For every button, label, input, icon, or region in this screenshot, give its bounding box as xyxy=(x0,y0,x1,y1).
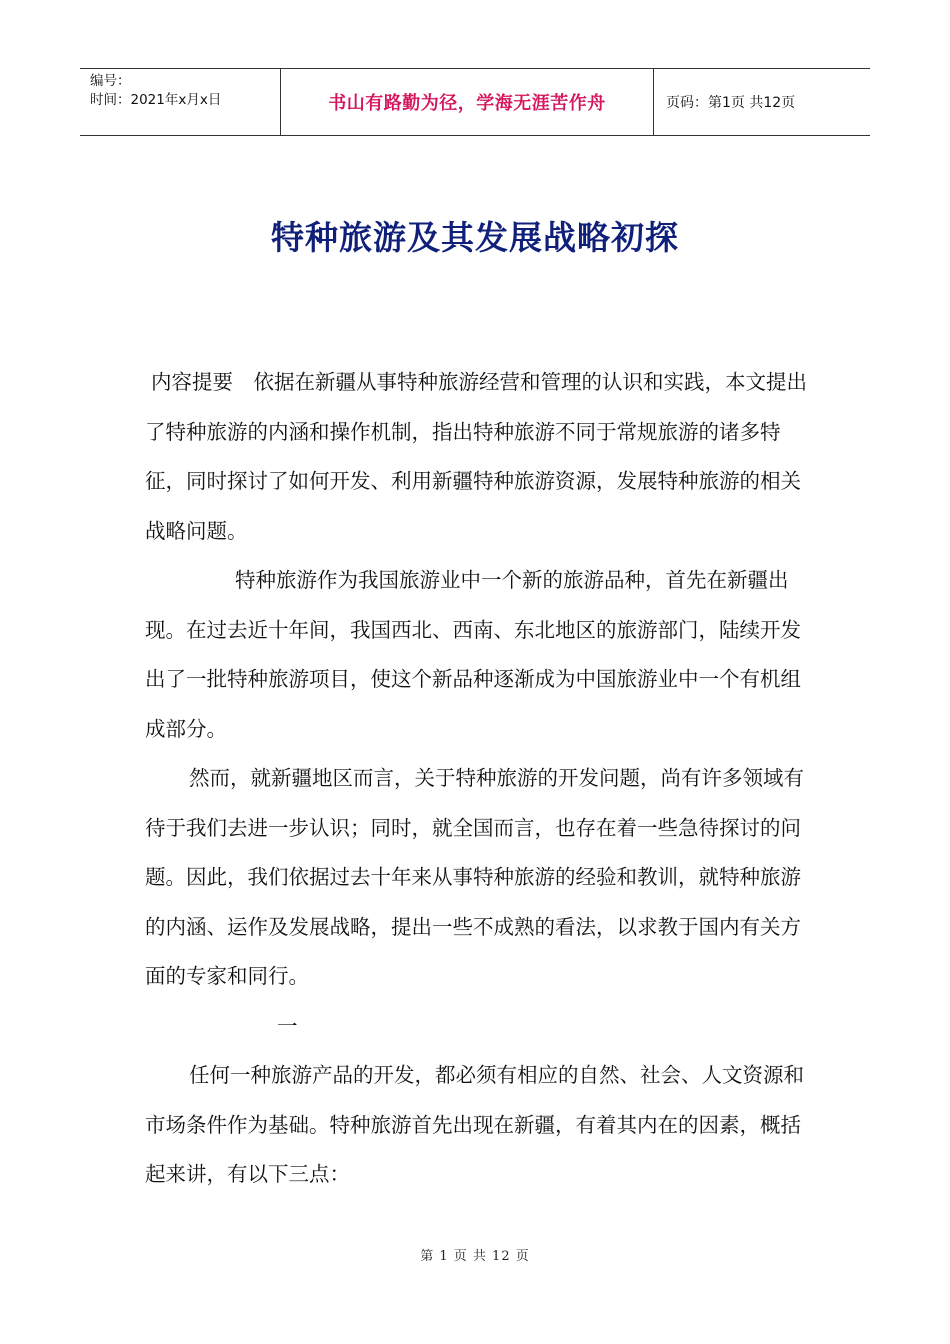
document-title: 特种旅游及其发展战略初探 xyxy=(271,218,679,257)
body-paragraph: 然而，就新疆地区而言，关于特种旅游的开发问题，尚有许多领域有待于我们去进一步认识；同时，就全国而言，也存在着一些急待探讨的问题。因此，我们依据过去十年来从事特种旅游的经验和教训，就特种旅游的内涵、运作及发展战略，提出一些不成熟的看法，以求教于国内有关方面的专家和同行。 xyxy=(145,766,804,988)
header-page-label: 页码：第1页 共12页 xyxy=(666,95,796,111)
header-table xyxy=(80,68,870,136)
header-motto: 书山有路勤为径，学海无涯苦作舟 xyxy=(281,69,654,135)
document-body xyxy=(145,358,810,1200)
body-paragraph: 任何一种旅游产品的开发，都必须有相应的自然、社会、人文资源和市场条件作为基础。特种旅游首先出现在新疆，有着其内在的因素，概括起来讲，有以下三点： xyxy=(145,1063,804,1186)
body-paragraph: 特种旅游作为我国旅游业中一个新的旅游品种，首先在新疆出现。在过去近十年间，我国西北、西南、东北地区的旅游部门，陆续开发出了一批特种旅游项目，使这个新品种逐渐成为中国旅游业中一个有机组成部分。 xyxy=(145,568,801,741)
abstract-paragraph: 内容提要 依据在新疆从事特种旅游经营和管理的认识和实践，本文提出了特种旅游的内涵和操作机制，指出特种旅游不同于常规旅游的诸多特征，同时探讨了如何开发、利用新疆特种旅游资源，发展特种旅游的相关战略问题。 xyxy=(145,370,807,543)
number-label: 编号： xyxy=(90,73,131,89)
page-footer: 第 1 页 共 12 页 xyxy=(420,1249,530,1264)
header-meta-cell xyxy=(80,69,281,135)
section-heading: 一 xyxy=(277,1013,298,1038)
time-label: 时间：2021年x月x日 xyxy=(90,92,222,108)
